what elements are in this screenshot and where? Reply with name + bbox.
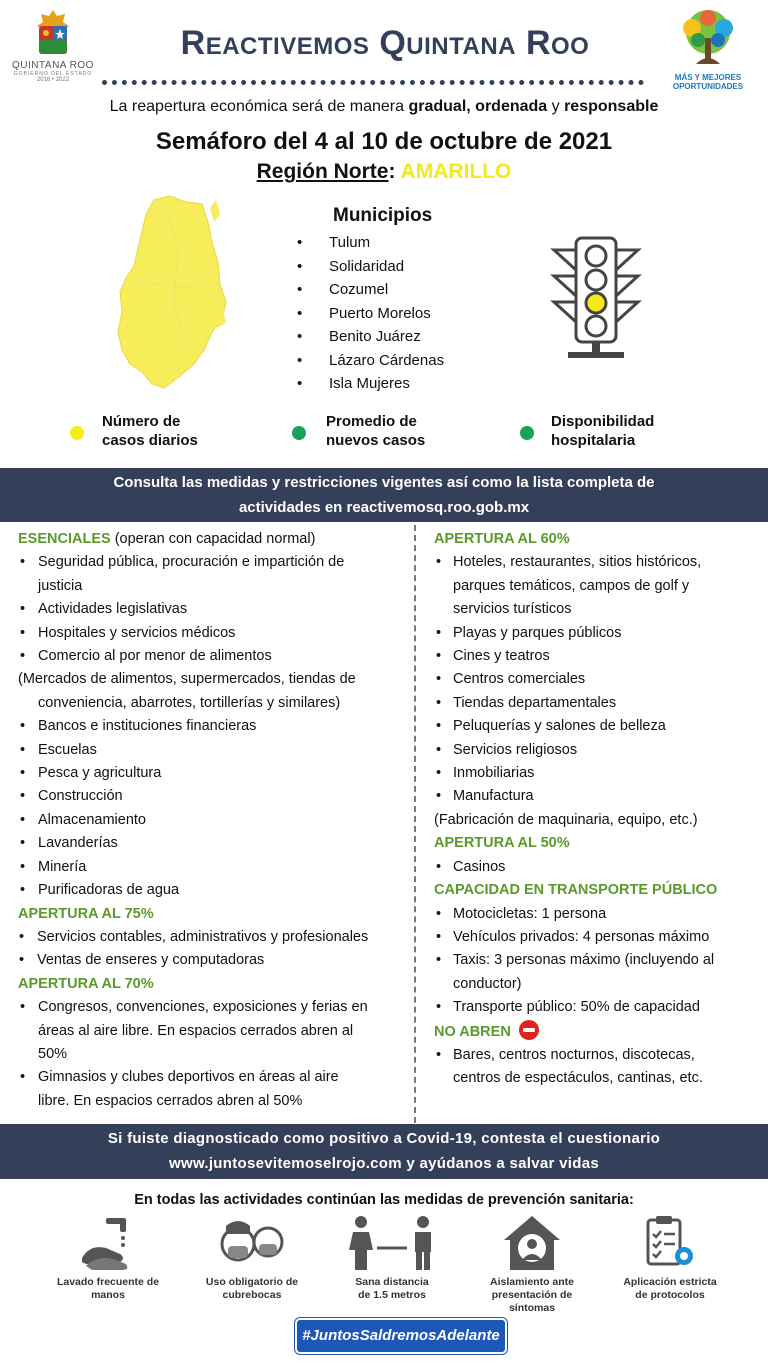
prevention-item — [38, 1214, 178, 1302]
logo-right-line2: OPORTUNIDADES — [672, 82, 744, 91]
municipio-item: • Benito Juárez — [295, 325, 525, 349]
traffic-light-icon — [548, 236, 644, 360]
municipio-item: • Cozumel — [295, 278, 525, 302]
distance-icon — [347, 1214, 437, 1272]
page-title: Reactivemos Quintana Roo — [180, 24, 590, 62]
logo-right-line1: MÁS Y MEJORES — [674, 73, 742, 82]
municipio-item: • Puerto Morelos — [295, 302, 525, 326]
prevention-item — [322, 1214, 462, 1302]
list-item: • Casinos — [434, 856, 764, 879]
prevention-label: Sana distancia de 1.5 metros — [355, 1276, 429, 1301]
no-entry-icon — [519, 1020, 539, 1040]
list-item: • Hospitales y servicios médicos — [18, 622, 413, 645]
coat-of-arms-icon — [33, 8, 73, 58]
indicator-dot — [292, 426, 306, 440]
banner1-line2: actividades en reactivemosq.roo.gob.mx — [238, 499, 530, 516]
list-item: • Lavanderías — [18, 832, 413, 855]
list-item: • Bares, centros nocturnos, discotecas, — [434, 1044, 764, 1067]
list-item: • Gimnasios y clubes deportivos en áreas al aire — [18, 1066, 413, 1089]
prevention-label: Aislamiento ante presentación de síntomas — [489, 1276, 575, 1314]
list-item: • Motocicletas: 1 persona — [434, 903, 764, 926]
covid-cuestionario-banner — [0, 1124, 768, 1179]
banner2-line2: www.juntosevitemoselrojo.com y ayúdanos a salvar vidas — [169, 1155, 599, 1172]
indicator-label: Promedio de nuevos casos — [326, 413, 426, 449]
list-item-continuation: libre. En espacios cerrados abren al 50% — [38, 1092, 303, 1109]
prevention-label: Lavado frecuente de manos — [56, 1276, 160, 1301]
no-abren-heading: NO ABREN — [434, 1020, 764, 1044]
list-item-continuation: justicia — [38, 577, 83, 594]
column-divider — [414, 525, 416, 1123]
list-item-continuation: parques temáticos, campos de golf y — [453, 577, 690, 594]
indicator-label: Número de casos diarios — [102, 413, 198, 449]
apertura-70-heading: APERTURA AL 70% — [18, 975, 154, 992]
list-item: • Pesca y agricultura — [18, 762, 413, 785]
list-item: • Minería — [18, 856, 413, 879]
home-isolation-icon — [502, 1214, 562, 1272]
banner1-line1: Consulta las medidas y restricciones vigentes así como la lista completa de — [113, 474, 655, 491]
region-color-value: AMARILLO — [400, 160, 512, 183]
region-separator: : — [388, 160, 401, 183]
prevention-item — [182, 1214, 322, 1302]
consulta-banner — [0, 468, 768, 522]
municipios-title: Municipios — [333, 205, 433, 226]
logo-left-text: QUINTANA ROO — [12, 60, 94, 71]
handwash-icon — [76, 1214, 140, 1272]
list-item: • Seguridad pública, procuración e impartición de — [18, 551, 413, 574]
list-item: • Cines y teatros — [434, 645, 764, 668]
municipio-item: • Lázaro Cárdenas — [295, 349, 525, 373]
checklist-icon — [642, 1214, 698, 1272]
list-item: • Tiendas departamentales — [434, 692, 764, 715]
title-dotted-rule — [102, 80, 644, 86]
mercados-note-cont: conveniencia, abarrotes, tortillerías y similares) — [38, 694, 341, 711]
municipios-list — [295, 205, 525, 396]
list-item: • Manufactura — [434, 785, 764, 808]
list-item: • Playas y parques públicos — [434, 622, 764, 645]
header — [0, 0, 768, 100]
list-item: • Inmobiliarias — [434, 762, 764, 785]
list-item: • Servicios contables, administrativos y profesionales — [18, 926, 413, 949]
list-item: • Centros comerciales — [434, 668, 764, 691]
esenciales-heading: ESENCIALES (operan con capacidad normal) — [18, 531, 316, 547]
hashtag-badge: #JuntosSaldremosAdelante — [297, 1320, 505, 1352]
region-label: Región Norte — [256, 160, 389, 183]
list-item-continuation: conductor) — [453, 975, 522, 992]
tree-icon — [668, 8, 748, 68]
manufactura-note: (Fabricación de maquinaria, equipo, etc.) — [434, 811, 698, 828]
list-item-continuation: servicios turísticos — [453, 601, 572, 618]
mas-mejores-oportunidades-logo — [662, 8, 754, 94]
transporte-heading: CAPACIDAD EN TRANSPORTE PÚBLICO — [434, 882, 718, 899]
municipio-item: • Isla Mujeres — [295, 372, 525, 396]
region-norte-map — [108, 192, 248, 392]
apertura-50-heading: APERTURA AL 50% — [434, 835, 570, 852]
right-column — [434, 528, 764, 1091]
list-item: • Purificadoras de agua — [18, 879, 413, 902]
prevention-title: En todas las actividades continúan las medidas de prevención sanitaria: — [134, 1192, 634, 1208]
prevention-item — [600, 1214, 740, 1302]
prevention-item — [462, 1214, 602, 1315]
list-item: • Ventas de enseres y computadoras — [18, 949, 413, 972]
list-item: • Construcción — [18, 785, 413, 808]
list-item: • Transporte público: 50% de capacidad — [434, 996, 764, 1019]
list-item: • Congresos, convenciones, exposiciones y ferias en — [18, 996, 413, 1019]
subtitle-part-2: y — [547, 98, 565, 115]
apertura-75-heading: APERTURA AL 75% — [18, 905, 154, 922]
indicator-label: Disponibilidad hospitalaria — [551, 413, 655, 449]
semaforo-title: Semáforo del 4 al 10 de octubre de 2021 — [155, 128, 613, 155]
subtitle-part-1: La reapertura económica será de manera — [109, 98, 409, 115]
apertura-60-heading: APERTURA AL 60% — [434, 531, 570, 547]
mask-icon — [216, 1214, 288, 1272]
quintana-roo-logo — [8, 8, 98, 90]
region-status — [0, 160, 768, 184]
list-item: • Taxis: 3 personas máximo (incluyendo al — [434, 949, 764, 972]
left-column — [18, 528, 413, 1113]
list-item: • Actividades legislativas — [18, 598, 413, 621]
municipio-item: • Solidaridad — [295, 255, 525, 279]
indicator-dot — [520, 426, 534, 440]
banner2-line1: Si fuiste diagnosticado como positivo a Covid-19, contesta el cuestionario — [107, 1130, 661, 1147]
list-item: • Almacenamiento — [18, 809, 413, 832]
municipio-item: • Tulum — [295, 231, 525, 255]
list-item: • Servicios religiosos — [434, 739, 764, 762]
indicator-dot — [70, 426, 84, 440]
subtitle-bold-2: responsable — [564, 98, 659, 115]
prevention-label: Uso obligatorio de cubrebocas — [205, 1276, 299, 1301]
prevention-label: Aplicación estricta de protocolos — [623, 1276, 717, 1301]
reopening-subtitle — [0, 98, 768, 116]
list-item-continuation: centros de espectáculos, cantinas, etc. — [453, 1070, 703, 1087]
indicators-row — [0, 412, 768, 456]
list-item: • Vehículos privados: 4 personas máximo — [434, 926, 764, 949]
logo-left-years: 2016 • 2022 — [36, 77, 70, 83]
list-item: • Escuelas — [18, 739, 413, 762]
list-item: • Bancos e instituciones financieras — [18, 715, 413, 738]
list-item: • Peluquerías y salones de belleza — [434, 715, 764, 738]
list-item: • Hoteles, restaurantes, sitios históricos, — [434, 551, 764, 574]
list-item: • Comercio al por menor de alimentos — [18, 645, 413, 668]
list-item-continuation: áreas al aire libre. En espacios cerrados abren al — [38, 1022, 354, 1039]
logo-left-sub: GOBIERNO DEL ESTADO — [13, 71, 93, 77]
prevention-icons-row — [0, 1214, 768, 1324]
mercados-note: (Mercados de alimentos, supermercados, tiendas de — [18, 671, 356, 688]
subtitle-bold-1: gradual, ordenada — [408, 98, 548, 115]
list-item-continuation: 50% — [38, 1045, 68, 1062]
